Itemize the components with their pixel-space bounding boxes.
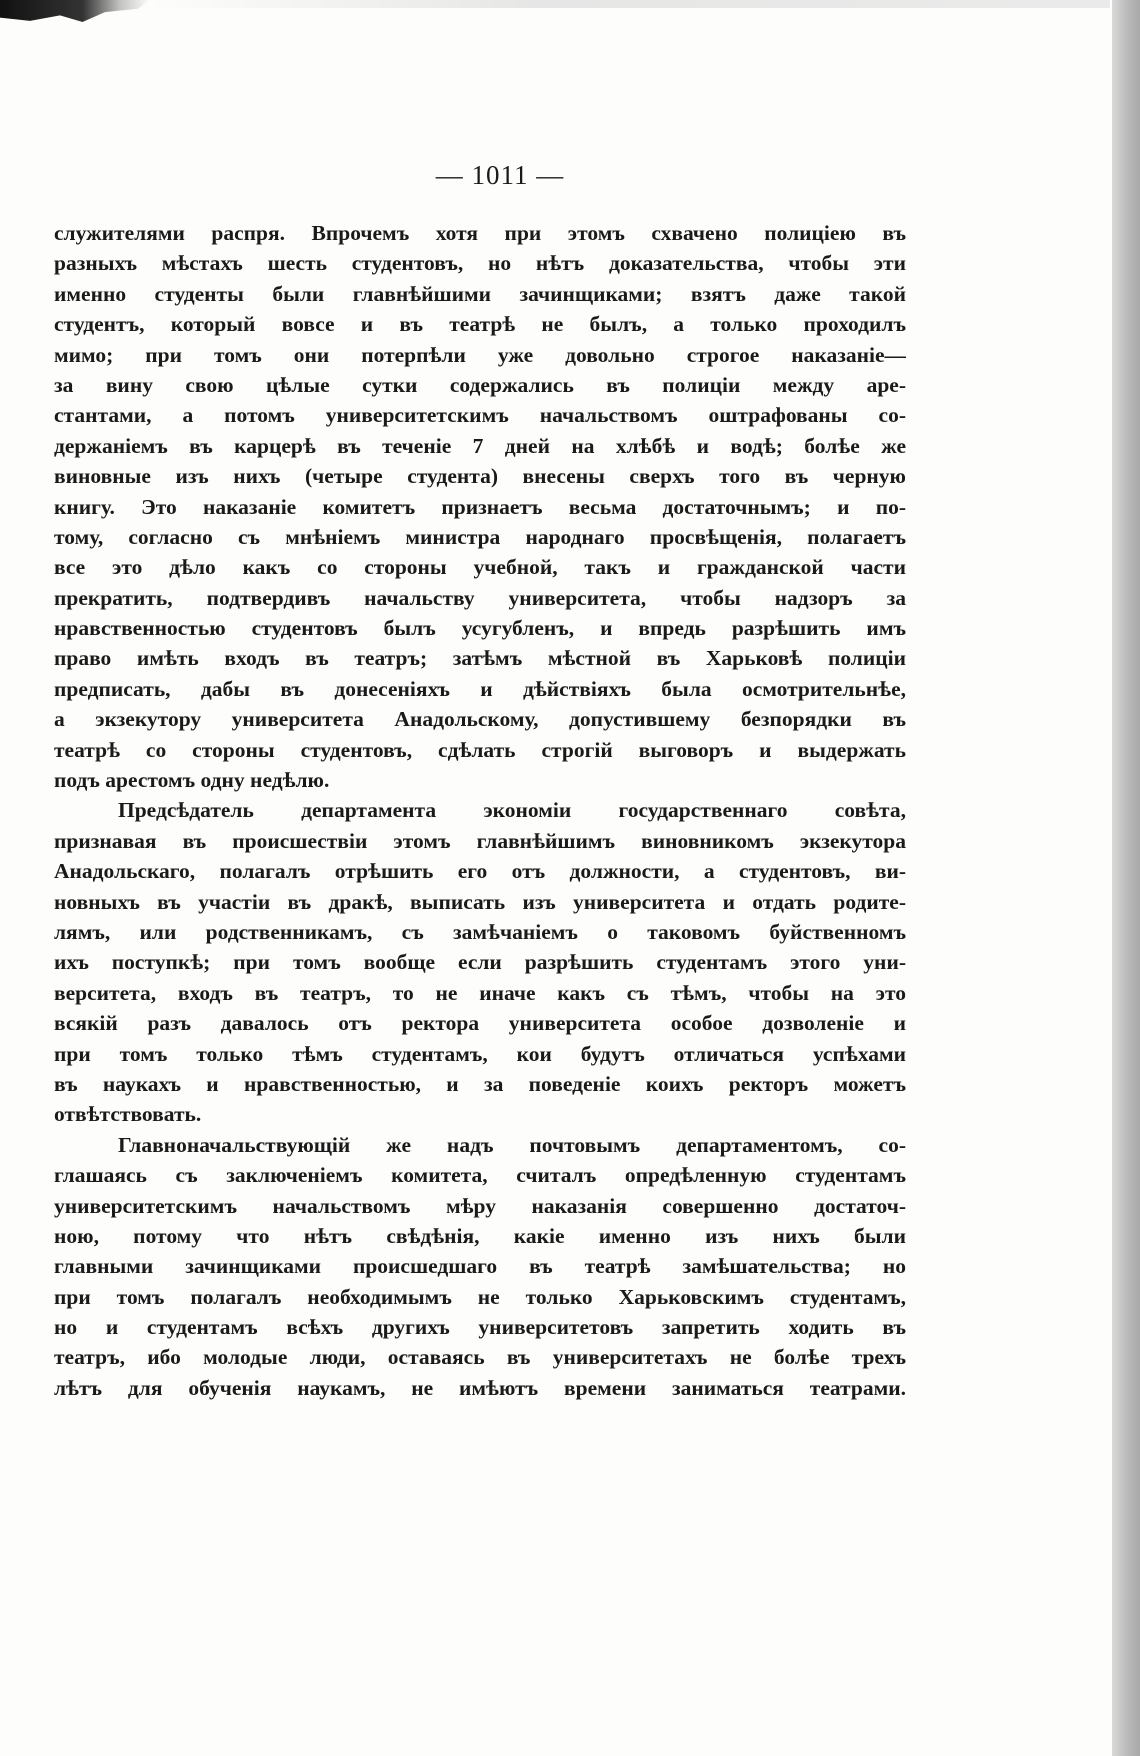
text-line: ною, потому что нѣтъ свѣдѣнія, какіе именно изъ нихъ были (54, 1223, 906, 1248)
text-line: нравственностью студентовъ былъ усугубленъ, и впредь разрѣшить имъ (54, 616, 906, 641)
text-line: при томъ полагалъ необходимымъ не только Харьковскимъ студентамъ, (54, 1284, 906, 1309)
text-line: глашаясь съ заключеніемъ комитета, считалъ опредѣленную студентамъ (54, 1163, 906, 1188)
text-line: стантами, а потомъ университетскимъ начальствомъ оштрафованы со- (54, 403, 906, 428)
text-line: театръ, ибо молодые люди, оставаясь въ университетахъ не болѣе трехъ (54, 1345, 906, 1370)
text-line: всякій разъ давалось отъ ректора университета особое дозволеніе и (54, 1011, 906, 1036)
text-line: разныхъ мѣстахъ шесть студентовъ, но нѣтъ доказательства, чтобы эти (54, 251, 906, 276)
text-line: Предсѣдатель департамента экономіи государственнаго совѣта, (118, 798, 906, 823)
text-line: тому, согласно съ мнѣніемъ министра народнаго просвѣщенія, полагаетъ (54, 524, 906, 549)
text-line: все это дѣло какъ со стороны учебной, такъ и гражданской части (54, 555, 906, 580)
scan-corner-mark (0, 0, 150, 22)
scan-right-edge (1112, 0, 1140, 1756)
text-line: при томъ только тѣмъ студентамъ, кои будутъ отличаться успѣхами (54, 1041, 906, 1066)
text-line: а экзекутору университета Анадольскому, допустившему безпорядки въ (54, 707, 906, 732)
text-line: новныхъ въ участіи въ дракѣ, выписать изъ университета и отдать родите- (54, 889, 906, 914)
text-line: виновные изъ нихъ (четыре студента) внесены сверхъ того въ черную (54, 464, 906, 489)
text-line: признавая въ происшествіи этомъ главнѣйшимъ виновникомъ экзекутора (54, 828, 906, 853)
page-number: — 1011 — (435, 160, 565, 190)
text-line: прекратить, подтвердивъ начальству университета, чтобы надзоръ за (54, 585, 906, 610)
text-line: главными зачинщиками происшедшаго въ театрѣ замѣшательства; но (54, 1254, 906, 1279)
text-line: именно студенты были главнѣйшими зачинщиками; взятъ даже такой (54, 281, 906, 306)
text-line: подъ арестомъ одну недѣлю. (54, 768, 330, 793)
text-line: служителями распря. Впрочемъ хотя при этомъ схвачено полиціею въ (54, 221, 906, 245)
text-line: право имѣть входъ въ театръ; затѣмъ мѣстной въ Харьковѣ полиціи (54, 646, 906, 671)
text-line: Главноначальствующій же надъ почтовымъ департаментомъ, со- (118, 1132, 906, 1157)
text-line: театрѣ со стороны студентовъ, сдѣлать строгій выговоръ и выдержать (54, 737, 906, 762)
text-line: въ наукахъ и нравственностью, и за поведеніе коихъ ректоръ можетъ (54, 1071, 906, 1096)
text-line: но и студентамъ всѣхъ другихъ университетовъ запретить ходить въ (54, 1315, 906, 1340)
text-line: держаніемъ въ карцерѣ въ теченіе 7 дней на хлѣбѣ и водѣ; болѣе же (54, 433, 906, 458)
text-body (54, 218, 906, 1403)
paragraph-1 (54, 218, 906, 795)
text-line: отвѣтствовать. (54, 1102, 202, 1127)
paragraph-3 (54, 1130, 906, 1404)
paragraph-2 (54, 795, 906, 1129)
text-line: лѣтъ для обученія наукамъ, не имѣютъ времени заниматься театрами. (54, 1375, 906, 1400)
text-line: предписать, дабы въ донесеніяхъ и дѣйствіяхъ была осмотрительнѣе, (54, 676, 906, 701)
text-line: за вину свою цѣлые сутки содержались въ полиціи между аре- (54, 372, 906, 397)
text-line: университетскимъ начальствомъ мѣру наказанія совершенно достаточ- (54, 1193, 906, 1218)
text-line: студентъ, который вовсе и въ театрѣ не былъ, а только проходилъ (54, 312, 906, 337)
text-line: Анадольскаго, полагалъ отрѣшить его отъ должности, а студентовъ, ви- (54, 859, 906, 884)
text-line: мимо; при томъ они потерпѣли уже довольно строгое наказаніе— (54, 342, 906, 367)
scan-top-shadow (150, 0, 1110, 8)
text-line: верситета, входъ въ театръ, то не иначе какъ съ тѣмъ, чтобы на это (54, 980, 906, 1005)
text-line: лямъ, или родственникамъ, съ замѣчаніемъ о таковомъ буйственномъ (54, 919, 906, 944)
text-line: ихъ поступкѣ; при томъ вообще если разрѣшить студентамъ этого уни- (54, 950, 906, 975)
text-line: книгу. Это наказаніе комитетъ признаетъ весьма достаточнымъ; и по- (54, 494, 906, 519)
